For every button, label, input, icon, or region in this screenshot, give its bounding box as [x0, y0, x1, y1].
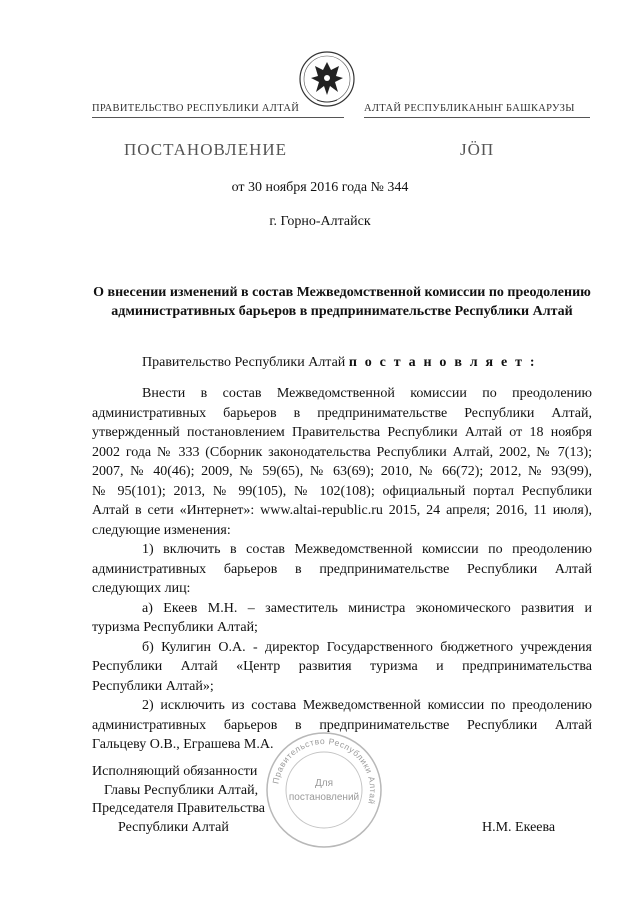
- signatory-line-1: Исполняющий обязанности: [92, 764, 258, 779]
- signatory-line-2: Главы Республики Алтай,: [104, 782, 259, 798]
- document-title: О внесении изменений в состав Межведомственной комиссии по преодолению административных барьеров в предпринимательстве Республики Алтай: [93, 285, 591, 319]
- intro-line-1: Внести в состав Межведомственной комиссии по преодолению: [142, 386, 592, 401]
- intro-line-8: следующие изменения:: [92, 522, 231, 538]
- item1-line-2: административных барьеров в предпринимательстве Республики Алтай: [92, 561, 592, 577]
- item1a-line-2: туризма Республики Алтай;: [92, 620, 258, 635]
- doc-type-alt: ЈӦП: [460, 140, 495, 159]
- item1a-line-1: а) Екеев М.Н. – заместитель министра экономического развития и: [142, 600, 592, 616]
- intro-line-5: 2007, № 40(46); 2009, № 59(65), № 63(69); 2010, № 66(72); 2012, № 93(99),: [92, 464, 592, 479]
- stamp-center-line-2: постановлений: [288, 792, 360, 803]
- stamp-ring-text: Правительство Республики Алтай: [270, 735, 379, 806]
- signatory-line-4: Республики Алтай: [118, 819, 229, 835]
- item1b-line-2: Республики Алтай «Центр развития туризма и предпринимательства: [92, 659, 592, 674]
- header-divider-left: [92, 117, 344, 118]
- signatory-name: Н.М. Екеева: [482, 819, 556, 835]
- item1b-line-3: Республики Алтай»;: [92, 678, 214, 694]
- item2-line-2: административных барьеров в предпринимательстве Республики Алтай: [92, 717, 592, 733]
- signatory-line-3: Председателя Правительства: [92, 801, 266, 816]
- preamble: [142, 353, 537, 373]
- stamp-center-line-1: Для: [314, 778, 334, 789]
- date-number: от 30 ноября 2016 года № 344: [231, 180, 409, 195]
- official-stamp: [264, 730, 384, 850]
- header-right-title: АЛТАЙ РЕСПУБЛИКАНЫҤ БАШКАРУЗЫ: [364, 103, 575, 114]
- intro-line-6: № 95(101); 2013, № 99(105), № 102(108); официальный портал Республики: [92, 483, 592, 499]
- item1-line-3: следующих лиц:: [92, 581, 191, 596]
- header-divider-right: [364, 117, 590, 118]
- item2-line-1: 2) исключить из состава Межведомственной комиссии по преодолению: [142, 698, 592, 713]
- intro-line-7: Алтай в сети «Интернет»: www.altai-republic.ru 2015, 24 апреля; 2016, 11 июля),: [92, 503, 592, 518]
- item1-line-1: 1) включить в состав Межведомственной комиссии по преодолению: [142, 542, 592, 557]
- intro-line-2: административных барьеров в предпринимательстве Республики Алтай,: [92, 405, 592, 421]
- item2-line-3: Гальцеву О.В., Еграшева М.А.: [92, 737, 274, 752]
- item1b-line-1: б) Кулигин О.А. - директор Государственного бюджетного учреждения: [142, 639, 592, 655]
- intro-line-4: 2002 года № 333 (Сборник законодательства Республики Алтай, 2002, № 7(13);: [92, 444, 592, 460]
- coat-of-arms-emblem: [297, 48, 357, 110]
- preamble-prefix: Правительство Республики Алтай: [142, 355, 346, 370]
- intro-line-3: утвержденный постановлением Правительства Республики Алтай от 18 ноября: [92, 425, 592, 440]
- city: г. Горно-Алтайск: [269, 214, 371, 229]
- doc-type-ru: ПОСТАНОВЛЕНИЕ: [124, 140, 288, 159]
- header-left-title: ПРАВИТЕЛЬСТВО РЕСПУБЛИКИ АЛТАЙ: [92, 103, 300, 114]
- preamble-verb: п о с т а н о в л я е т :: [348, 355, 537, 370]
